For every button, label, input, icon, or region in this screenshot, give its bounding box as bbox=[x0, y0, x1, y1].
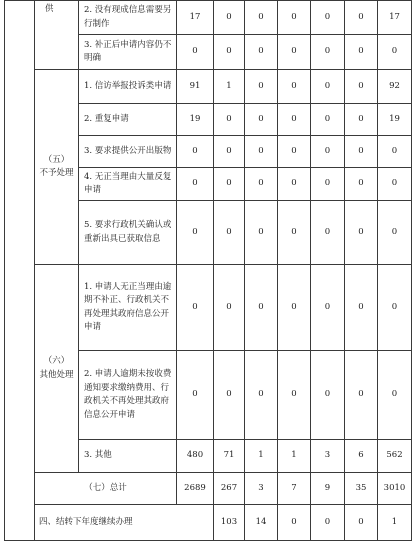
value-cell: 0 bbox=[214, 1, 245, 35]
value-cell: 14 bbox=[245, 505, 278, 541]
row-label: 3. 其他 bbox=[79, 440, 177, 473]
value-cell: 0 bbox=[311, 1, 345, 35]
value-cell: 1 bbox=[278, 440, 311, 473]
value-cell: 0 bbox=[345, 265, 378, 351]
value-cell: 0 bbox=[378, 351, 412, 440]
value-cell: 0 bbox=[278, 265, 311, 351]
row-label: 4. 无正当理由大量反复申请 bbox=[79, 168, 177, 201]
value-cell: 0 bbox=[245, 136, 278, 168]
value-cell: 17 bbox=[177, 1, 214, 35]
value-cell: 0 bbox=[245, 70, 278, 104]
row-label: 2. 重复申请 bbox=[79, 104, 177, 136]
section-label: 其他处理 bbox=[39, 369, 74, 380]
value-cell: 0 bbox=[177, 136, 214, 168]
row-label: 5. 要求行政机关确认或重新出具已获取信息 bbox=[79, 201, 177, 265]
value-cell: 0 bbox=[378, 265, 412, 351]
table-row bbox=[5, 265, 412, 351]
value-cell: 0 bbox=[214, 168, 245, 201]
value-cell: 0 bbox=[345, 201, 378, 265]
value-cell: 0 bbox=[278, 35, 311, 70]
table-row bbox=[5, 1, 412, 35]
value-cell: 1 bbox=[378, 505, 412, 541]
value-cell: 0 bbox=[214, 35, 245, 70]
value-cell: 1 bbox=[245, 440, 278, 473]
value-cell: 92 bbox=[378, 70, 412, 104]
carry-over-row bbox=[5, 505, 412, 541]
value-cell: 0 bbox=[345, 70, 378, 104]
partial-section-label: 供 bbox=[45, 4, 54, 14]
value-cell: 0 bbox=[345, 104, 378, 136]
value-cell: 2689 bbox=[177, 473, 214, 505]
value-cell: 0 bbox=[278, 168, 311, 201]
value-cell: 0 bbox=[214, 351, 245, 440]
value-cell: 91 bbox=[177, 70, 214, 104]
value-cell: 0 bbox=[378, 136, 412, 168]
value-cell: 0 bbox=[311, 70, 345, 104]
value-cell: 71 bbox=[214, 440, 245, 473]
value-cell: 1 bbox=[214, 70, 245, 104]
value-cell: 0 bbox=[214, 136, 245, 168]
value-cell: 0 bbox=[177, 168, 214, 201]
value-cell: 0 bbox=[378, 201, 412, 265]
total-row bbox=[5, 473, 412, 505]
value-cell: 0 bbox=[245, 168, 278, 201]
value-cell: 0 bbox=[311, 104, 345, 136]
disclosure-stats-table bbox=[4, 0, 412, 541]
section-six-cell bbox=[35, 265, 79, 473]
value-cell: 0 bbox=[278, 70, 311, 104]
value-cell: 0 bbox=[311, 351, 345, 440]
value-cell: 0 bbox=[245, 104, 278, 136]
value-cell: 3 bbox=[311, 440, 345, 473]
value-cell: 9 bbox=[311, 473, 345, 505]
value-cell: 0 bbox=[245, 265, 278, 351]
outer-category-cell bbox=[5, 1, 35, 541]
value-cell: 0 bbox=[345, 505, 378, 541]
value-cell: 480 bbox=[177, 440, 214, 473]
value-cell: 19 bbox=[177, 104, 214, 136]
section-label: 不予处理 bbox=[39, 168, 74, 178]
section-label: （六） bbox=[43, 356, 70, 366]
value-cell: 0 bbox=[278, 505, 311, 541]
row-label: 2. 申请人逾期未按收费通知要求缴纳费用、行政机关不再处理其政府信息公开申请 bbox=[79, 351, 177, 440]
row-label: 1. 申请人无正当理由逾期不补正、行政机关不再处理其政府信息公开申请 bbox=[79, 265, 177, 351]
value-cell: 0 bbox=[311, 35, 345, 70]
section-five-cell bbox=[35, 70, 79, 265]
value-cell: 103 bbox=[214, 505, 245, 541]
value-cell: 0 bbox=[378, 35, 412, 70]
value-cell: 0 bbox=[345, 1, 378, 35]
value-cell: 0 bbox=[278, 1, 311, 35]
value-cell: 6 bbox=[345, 440, 378, 473]
row-label: 3. 要求提供公开出版物 bbox=[79, 136, 177, 168]
value-cell: 0 bbox=[278, 104, 311, 136]
value-cell: 35 bbox=[345, 473, 378, 505]
value-cell: 0 bbox=[245, 1, 278, 35]
value-cell: 0 bbox=[311, 265, 345, 351]
value-cell: 0 bbox=[177, 201, 214, 265]
value-cell: 0 bbox=[245, 35, 278, 70]
partial-section-cell bbox=[35, 1, 79, 70]
value-cell: 0 bbox=[345, 168, 378, 201]
value-cell: 267 bbox=[214, 473, 245, 505]
value-cell: 17 bbox=[378, 1, 412, 35]
value-cell: 0 bbox=[278, 201, 311, 265]
value-cell: 0 bbox=[245, 201, 278, 265]
row-label: 2. 没有现成信息需要另行制作 bbox=[79, 1, 177, 35]
carry-over-label: 四、结转下年度继续办理 bbox=[35, 505, 214, 541]
total-label: （七）总计 bbox=[35, 473, 177, 505]
value-cell: 3010 bbox=[378, 473, 412, 505]
row-label: 3. 补正后申请内容仍不明确 bbox=[79, 35, 177, 70]
value-cell: 7 bbox=[278, 473, 311, 505]
value-cell: 0 bbox=[311, 505, 345, 541]
value-cell: 3 bbox=[245, 473, 278, 505]
value-cell: 0 bbox=[245, 351, 278, 440]
row-label: 1. 信访举报投诉类申请 bbox=[79, 70, 177, 104]
value-cell: 0 bbox=[311, 168, 345, 201]
value-cell: 0 bbox=[345, 35, 378, 70]
value-cell: 0 bbox=[311, 136, 345, 168]
value-cell: 562 bbox=[378, 440, 412, 473]
value-cell: 0 bbox=[214, 265, 245, 351]
section-label: （五） bbox=[43, 154, 70, 165]
value-cell: 0 bbox=[177, 265, 214, 351]
value-cell: 0 bbox=[177, 351, 214, 440]
value-cell: 0 bbox=[345, 351, 378, 440]
table-row bbox=[5, 70, 412, 104]
value-cell: 0 bbox=[214, 201, 245, 265]
value-cell: 0 bbox=[214, 104, 245, 136]
value-cell: 0 bbox=[378, 168, 412, 201]
value-cell: 0 bbox=[278, 351, 311, 440]
value-cell: 19 bbox=[378, 104, 412, 136]
value-cell: 0 bbox=[311, 201, 345, 265]
value-cell: 0 bbox=[278, 136, 311, 168]
value-cell: 0 bbox=[345, 136, 378, 168]
value-cell: 0 bbox=[177, 35, 214, 70]
